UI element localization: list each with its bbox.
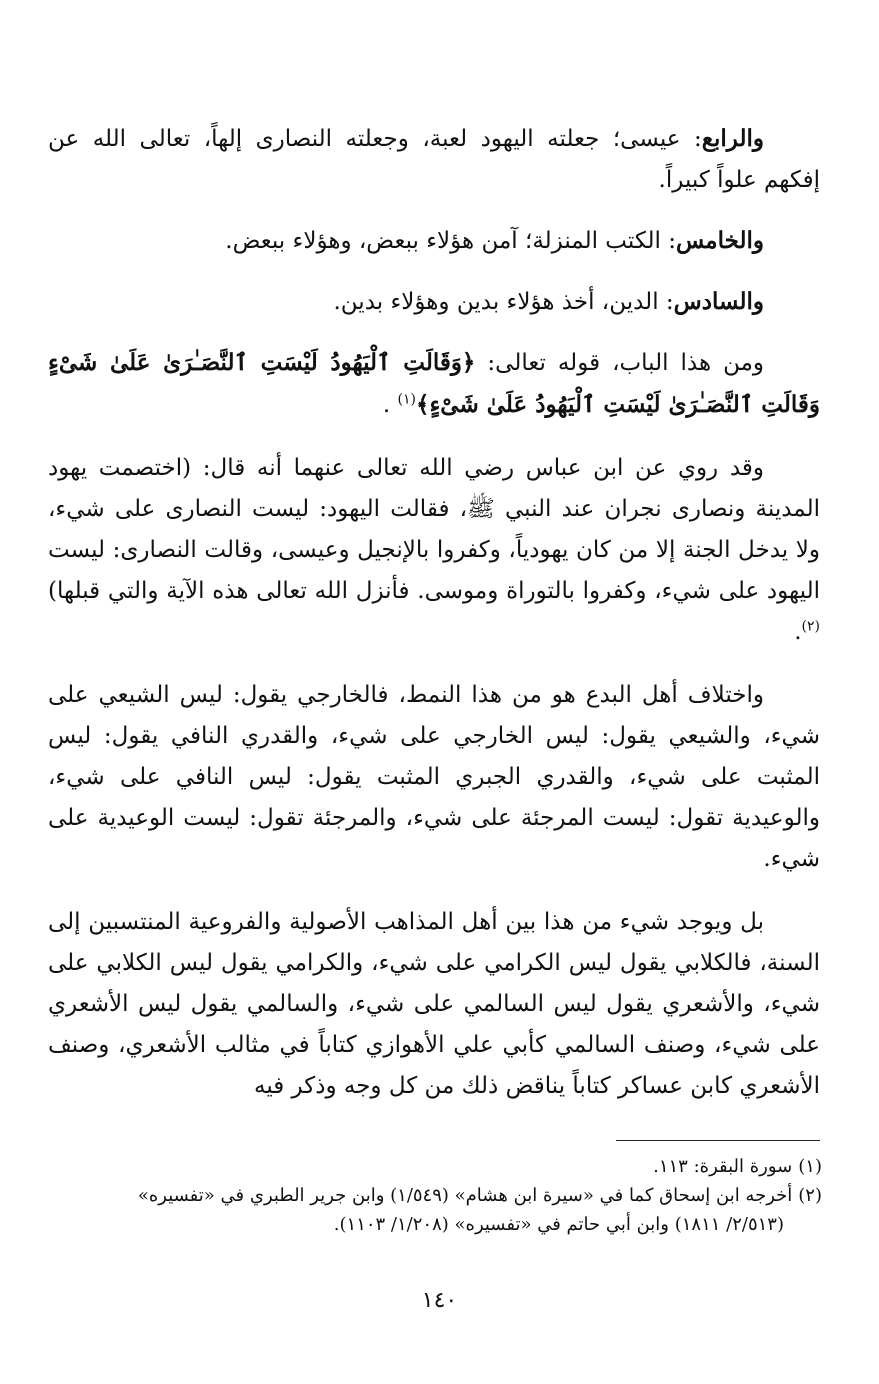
paragraph-fourth-text: : عيسى؛ جعلته اليهود لعبة، وجعلته النصارى إلهاً، تعالى الله عن إفكهم علواً كبيراً. (48, 126, 820, 193)
footnote-ref-2[interactable]: (٢) (801, 618, 820, 635)
verse-end: . (382, 392, 391, 418)
footnote-1-text: سورة البقرة: ١١٣. (653, 1156, 793, 1177)
footnote-separator (616, 1140, 820, 1141)
footnote-ref-1[interactable]: (١) (397, 391, 417, 408)
paragraph-fourth (48, 118, 820, 201)
paragraph-verse (48, 342, 820, 426)
paragraph-ibn-abbas-text: وقد روي عن ابن عباس رضي الله تعالى عنهما أنه قال: (اختصمت يهود المدينة ونصارى نجران عند النبي ﷺ، فقالت اليهود: ليست النصارى على شيء، ولا يدخل الجنة إلا من كان يهودياً، وكفروا بالإنجيل وعيسى، وقالت النصارى: ليست اليهود على شيء، وكفروا بالتوراة وموسى. فأنزل الله تعالى هذه الآية والتي قبلها) (48, 455, 820, 604)
footnote-1 (48, 1152, 822, 1181)
page-number: ١٤٠ (421, 1288, 458, 1313)
quran-verse: ﴿وَقَالَتِ ٱلْيَهُودُ لَيْسَتِ ٱلنَّصَـٰرَىٰ عَلَىٰ شَىْءٍ وَقَالَتِ ٱلنَّصَـٰرَىٰ لَيْسَتِ ٱلْيَهُودُ عَلَىٰ شَىْءٍ﴾ (48, 349, 820, 418)
page-body (48, 118, 820, 1107)
paragraph-ibn-abbas-end: . (794, 619, 802, 645)
paragraph-ibn-abbas (48, 448, 820, 653)
footnote-1-number: (١) (798, 1156, 822, 1177)
footnote-2-text-cont: (٢/٥١٣/ ١٨١١) وابن أبي حاتم في «تفسيره» (١/٢٠٨/ ١١٠٣). (333, 1214, 784, 1235)
keyword-fourth: والرابع (701, 125, 764, 152)
footnote-2-text: أخرجه ابن إسحاق كما في «سيرة ابن هشام» (١/٥٤٩) وابن جرير الطبري في «تفسيره» (137, 1185, 793, 1206)
paragraph-innovators-text: واختلاف أهل البدع هو من هذا النمط، فالخارجي يقول: ليس الشيعي على شيء، والشيعي يقول: ليس الخارجي على شيء، والقدري النافي يقول: ليس المثبت على شيء، والقدري الجبري المثبت يقول: ليس النافي على شيء، والوعيدية تقول: ليست المرجئة على شيء، والمرجئة تقول: ليست الوعيدية على شيء. (48, 682, 820, 872)
paragraph-sixth-text: : الدين، أخذ هؤلاء بدين وهؤلاء بدين. (333, 289, 674, 315)
footnote-2-number: (٢) (798, 1185, 822, 1206)
verse-intro: ومن هذا الباب، قوله تعالى: (487, 350, 765, 376)
footnote-2 (48, 1181, 822, 1210)
footnotes (48, 1152, 822, 1239)
footnote-2-continuation (48, 1210, 822, 1239)
keyword-fifth: والخامس (675, 227, 764, 254)
paragraph-madhabs (48, 902, 820, 1107)
paragraph-innovators (48, 675, 820, 880)
paragraph-fifth (48, 220, 820, 262)
keyword-sixth: والسادس (673, 288, 764, 315)
paragraph-fifth-text: : الكتب المنزلة؛ آمن هؤلاء ببعض، وهؤلاء ببعض. (225, 228, 676, 254)
paragraph-sixth (48, 281, 820, 323)
paragraph-madhabs-text: بل ويوجد شيء من هذا بين أهل المذاهب الأصولية والفروعية المنتسبين إلى السنة، فالكلابي يقول ليس الكرامي على شيء، والكرامي يقول ليس الكلابي على شيء، والأشعري يقول ليس السالمي على شيء، والسالمي يقول ليس الأشعري على شيء، وصنف السالمي كأبي علي الأهوازي كتاباً في مثالب الأشعري، وصنف الأشعري كابن عساكر كتاباً يناقض ذلك من كل وجه وذكر فيه (48, 909, 820, 1099)
